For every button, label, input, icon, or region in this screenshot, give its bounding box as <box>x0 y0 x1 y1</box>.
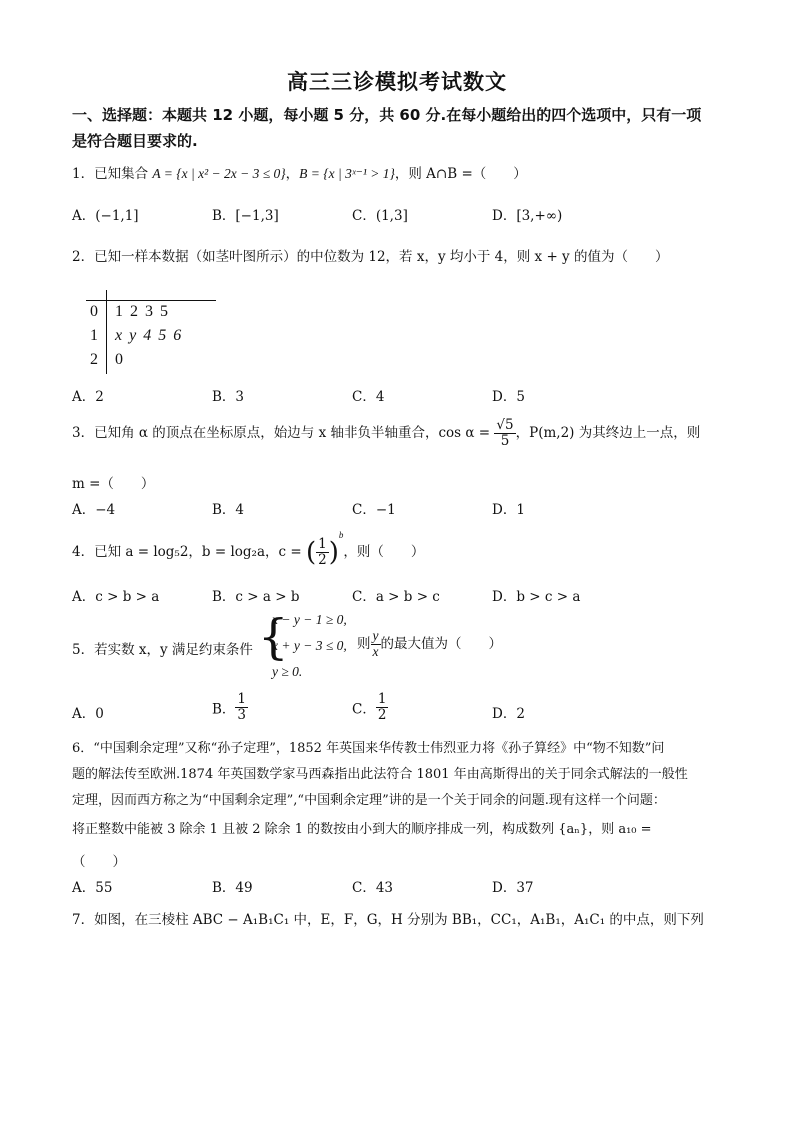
q6-option-d[interactable]: D．37 <box>492 880 534 896</box>
q4-option-d[interactable]: D．b > c > a <box>492 589 581 605</box>
q3-option-c[interactable]: C．−1 <box>352 502 396 518</box>
q4-frac-num: 1 <box>318 536 327 553</box>
q5-prefix: 5．若实数 x，y 满足约束条件 <box>72 642 253 658</box>
q4-paren-open: ( <box>305 537 317 568</box>
q3-cos-fraction <box>494 418 515 449</box>
q2-option-b[interactable]: B．3 <box>212 389 245 405</box>
q2-option-d[interactable]: D．5 <box>492 389 525 405</box>
q4-text-a: 4．已知 a = log₅2，b = log₂a，c = <box>72 544 302 560</box>
q5-frac-den: x <box>372 643 379 659</box>
q4-frac-den: 2 <box>318 552 327 568</box>
q1-option-b[interactable]: B．[−1,3] <box>212 208 279 224</box>
q3-option-b[interactable]: B．4 <box>212 502 245 518</box>
question-7: 7．如图，在三棱柱 ABC − A₁B₁C₁ 中，E，F，G，H 分别为 BB₁，CC₁，A₁B₁，A₁C₁ 的中点，则下列 <box>72 912 704 928</box>
q5-option-c-den: 2 <box>377 706 387 723</box>
q4-option-c[interactable]: C．a > b > c <box>352 589 440 605</box>
stem-1: 1 <box>90 327 98 344</box>
q2-option-c[interactable]: C．4 <box>352 389 385 405</box>
q1-ask: ，则 A∩B =（ ） <box>394 166 527 182</box>
q4-option-a[interactable]: A．c > b > a <box>72 589 160 605</box>
q5-option-c-fraction <box>376 692 389 723</box>
question-1 <box>72 162 527 182</box>
section-heading-line1: 一、选择题：本题共 12 小题，每小题 5 分，共 60 分.在每小题给出的四个选项中，只有一项 <box>72 106 702 124</box>
q5-option-c-label: C． <box>352 701 376 718</box>
q6-line1: 6．“中国剩余定理”又称“孙子定理”，1852 年英国来华传教士伟烈亚力将《孙子算经》中“物不知数”问 <box>72 741 665 756</box>
q5-mid: 则 <box>357 635 371 652</box>
q5-option-b-den: 3 <box>237 706 247 723</box>
q5-tail <box>357 629 502 660</box>
question-3 <box>72 418 700 449</box>
leaves-0: 1 2 3 5 <box>115 303 168 320</box>
stem-leaf-divider <box>106 290 107 374</box>
leaves-2: 0 <box>115 351 123 368</box>
q6-line2: 题的解法传至欧洲.1874 年英国数学家马西森指出此法符合 1801 年由高斯得出的关于同余式解法的一般性 <box>72 767 688 782</box>
stem-2: 2 <box>90 351 98 368</box>
stem-leaf-plot <box>86 290 221 375</box>
question-4 <box>72 530 424 568</box>
q6-line3: 定理，因而西方称之为“中国剩余定理”,“中国剩余定理”讲的是一个关于同余的问题.现有这样一个问题： <box>72 793 666 808</box>
q5-option-c-num: 1 <box>377 691 387 707</box>
question-2: 2．已知一样本数据（如茎叶图所示）的中位数为 12，若 x，y 均小于 4，则 x + y 的值为（ ） <box>72 249 669 265</box>
q5-constraint-3: y ≥ 0. <box>272 664 303 679</box>
q5-option-d[interactable]: D．2 <box>492 706 525 722</box>
stem-0: 0 <box>90 303 98 320</box>
q1-set-a: A = {x | x² − 2x − 3 ≤ 0} <box>152 166 286 181</box>
q4-option-b[interactable]: B．c > a > b <box>212 589 300 605</box>
q5-option-b[interactable] <box>212 692 248 723</box>
q5-option-b-label: B． <box>212 701 236 718</box>
q3-option-d[interactable]: D．1 <box>492 502 525 518</box>
q1-prefix: 1．已知集合 <box>72 166 149 182</box>
q4-paren-close: ) <box>328 537 339 568</box>
q3-line2: m =（ ） <box>72 476 155 492</box>
q6-option-c[interactable]: C．43 <box>352 880 394 896</box>
q5-option-b-fraction <box>235 692 248 723</box>
q1-option-a[interactable]: A．(−1,1] <box>72 208 139 224</box>
q5-frac-num: y <box>372 628 379 643</box>
q5-suffix: 的最大值为（ ） <box>380 635 502 652</box>
q4-text-b: ，则（ ） <box>343 544 425 560</box>
q1-option-d[interactable]: D．[3,+∞) <box>492 208 563 224</box>
section-heading-line2: 是符合题目要求的. <box>72 132 198 150</box>
q2-option-a[interactable]: A．2 <box>72 389 104 405</box>
q5-option-a[interactable]: A．0 <box>72 706 104 722</box>
leaves-1: x y 4 5 6 <box>115 327 182 344</box>
q5-option-c[interactable] <box>352 692 388 723</box>
q4-fraction <box>316 537 329 568</box>
page-title: 高三三诊模拟考试数文 <box>287 70 507 94</box>
q3-frac-num: √5 <box>496 417 514 433</box>
q6-option-a[interactable]: A．55 <box>72 880 113 896</box>
q6-line4: 将正整数中能被 3 除余 1 且被 2 除余 1 的数按由小到大的顺序排成一列，构成数列 {aₙ}，则 a₁₀ = <box>72 822 652 837</box>
q5-fraction <box>371 629 381 660</box>
q1-set-b: B = {x | 3ˣ⁻¹ > 1} <box>299 166 395 181</box>
q3-option-a[interactable]: A．−4 <box>72 502 116 518</box>
q6-option-b[interactable]: B．49 <box>212 880 253 896</box>
q4-exponent: b <box>338 530 344 540</box>
q6-line5: （ ） <box>72 854 126 870</box>
q1-sep: ， <box>285 166 300 182</box>
q5-constraint-1: x − y − 1 ≥ 0, <box>272 612 347 627</box>
q5-option-b-num: 1 <box>237 691 247 707</box>
q3-frac-den: 5 <box>500 432 510 449</box>
q1-option-c[interactable]: C．(1,3] <box>352 208 408 224</box>
q5-brace: { <box>258 609 289 665</box>
q3-text-b: ，P(m,2) 为其终边上一点，则 <box>515 424 701 441</box>
q5-constraint-2: x + y − 3 ≤ 0, <box>272 638 347 653</box>
q3-text-a: 3．已知角 α 的顶点在坐标原点，始边与 x 轴非负半轴重合，cos α = <box>72 424 491 441</box>
